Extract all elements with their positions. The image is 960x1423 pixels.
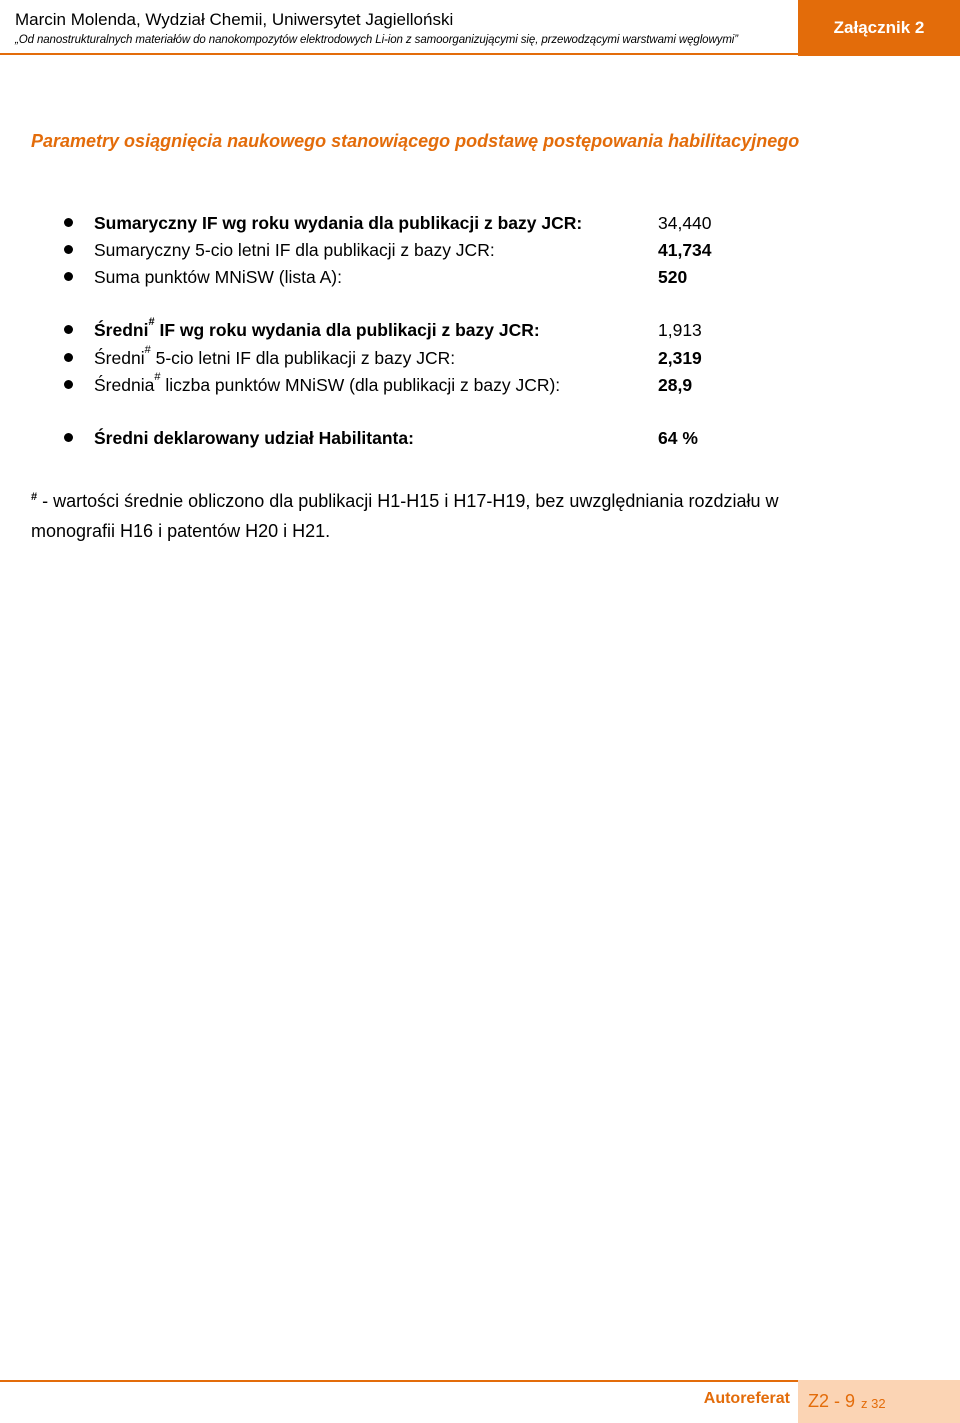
param-label: Średnia# liczba punktów MNiSW (dla publikacji z bazy JCR): xyxy=(94,371,561,395)
param-label: Sumaryczny 5-cio letni IF dla publikacji z bazy JCR: xyxy=(94,240,495,260)
param-value: 28,9 xyxy=(658,375,693,395)
hash-mark: # xyxy=(144,344,151,356)
param-label: Suma punktów MNiSW (lista A): xyxy=(94,267,342,287)
param-row-sum-mnisw xyxy=(0,264,960,290)
param-label: Średni# IF wg roku wydania dla publikacji z bazy JCR: xyxy=(94,316,540,340)
bullet-icon xyxy=(64,433,73,442)
param-label: Średni# 5-cio letni IF dla publikacji z bazy JCR: xyxy=(94,344,456,368)
param-value: 2,319 xyxy=(658,348,702,368)
section-title: Parametry osiągnięcia naukowego stanowiącego podstawę postępowania habilitacyjnego xyxy=(31,131,800,151)
bullet-icon xyxy=(64,325,73,334)
param-row-avg-5yr-if xyxy=(0,345,960,371)
bullet-icon xyxy=(64,353,73,362)
bullet-icon xyxy=(64,245,73,254)
footnote xyxy=(31,486,851,546)
page-total: z 32 xyxy=(861,1396,886,1411)
footer-label: Autoreferat xyxy=(703,1390,790,1407)
param-row-sum-if xyxy=(0,210,960,236)
param-row-avg-mnisw xyxy=(0,372,960,398)
footer-divider xyxy=(0,1380,798,1382)
param-row-sum-5yr-if xyxy=(0,237,960,263)
footer-page-number xyxy=(798,1380,960,1423)
bullet-icon xyxy=(64,380,73,389)
param-label: Średni deklarowany udział Habilitanta: xyxy=(94,428,414,448)
param-row-avg-if xyxy=(0,317,960,343)
param-value: 520 xyxy=(658,267,688,287)
param-row-declared-share xyxy=(0,425,960,451)
page-number: Z2 - 9 xyxy=(808,1391,856,1411)
header-subtitle: „Od nanostrukturalnych materiałów do nanokompozytów elektrodowych Li-ion z samoorganizującymi się, przewodzącymi warstwami węglowymi” xyxy=(15,34,738,46)
footnote-text: - wartości średnie obliczono dla publikacji H1-H15 i H17-H19, bez uwzględniania rozdziału w monografii H16 i patentów H20 i H21. xyxy=(31,491,779,541)
header-divider xyxy=(0,53,798,55)
hash-mark: # xyxy=(148,316,155,328)
hash-mark: # xyxy=(154,371,161,383)
param-value: 1,913 xyxy=(658,320,702,340)
bullet-icon xyxy=(64,272,73,281)
page-header xyxy=(0,0,960,56)
param-value: 41,734 xyxy=(658,240,712,260)
param-label: Sumaryczny IF wg roku wydania dla publikacji z bazy JCR: xyxy=(94,213,583,233)
param-value: 34,440 xyxy=(658,213,712,233)
param-value: 64 % xyxy=(658,428,698,448)
footnote-mark: # xyxy=(31,491,38,503)
header-badge: Załącznik 2 xyxy=(798,0,960,56)
bullet-icon xyxy=(64,218,73,227)
header-author: Marcin Molenda, Wydział Chemii, Uniwersytet Jagielloński xyxy=(15,10,454,29)
